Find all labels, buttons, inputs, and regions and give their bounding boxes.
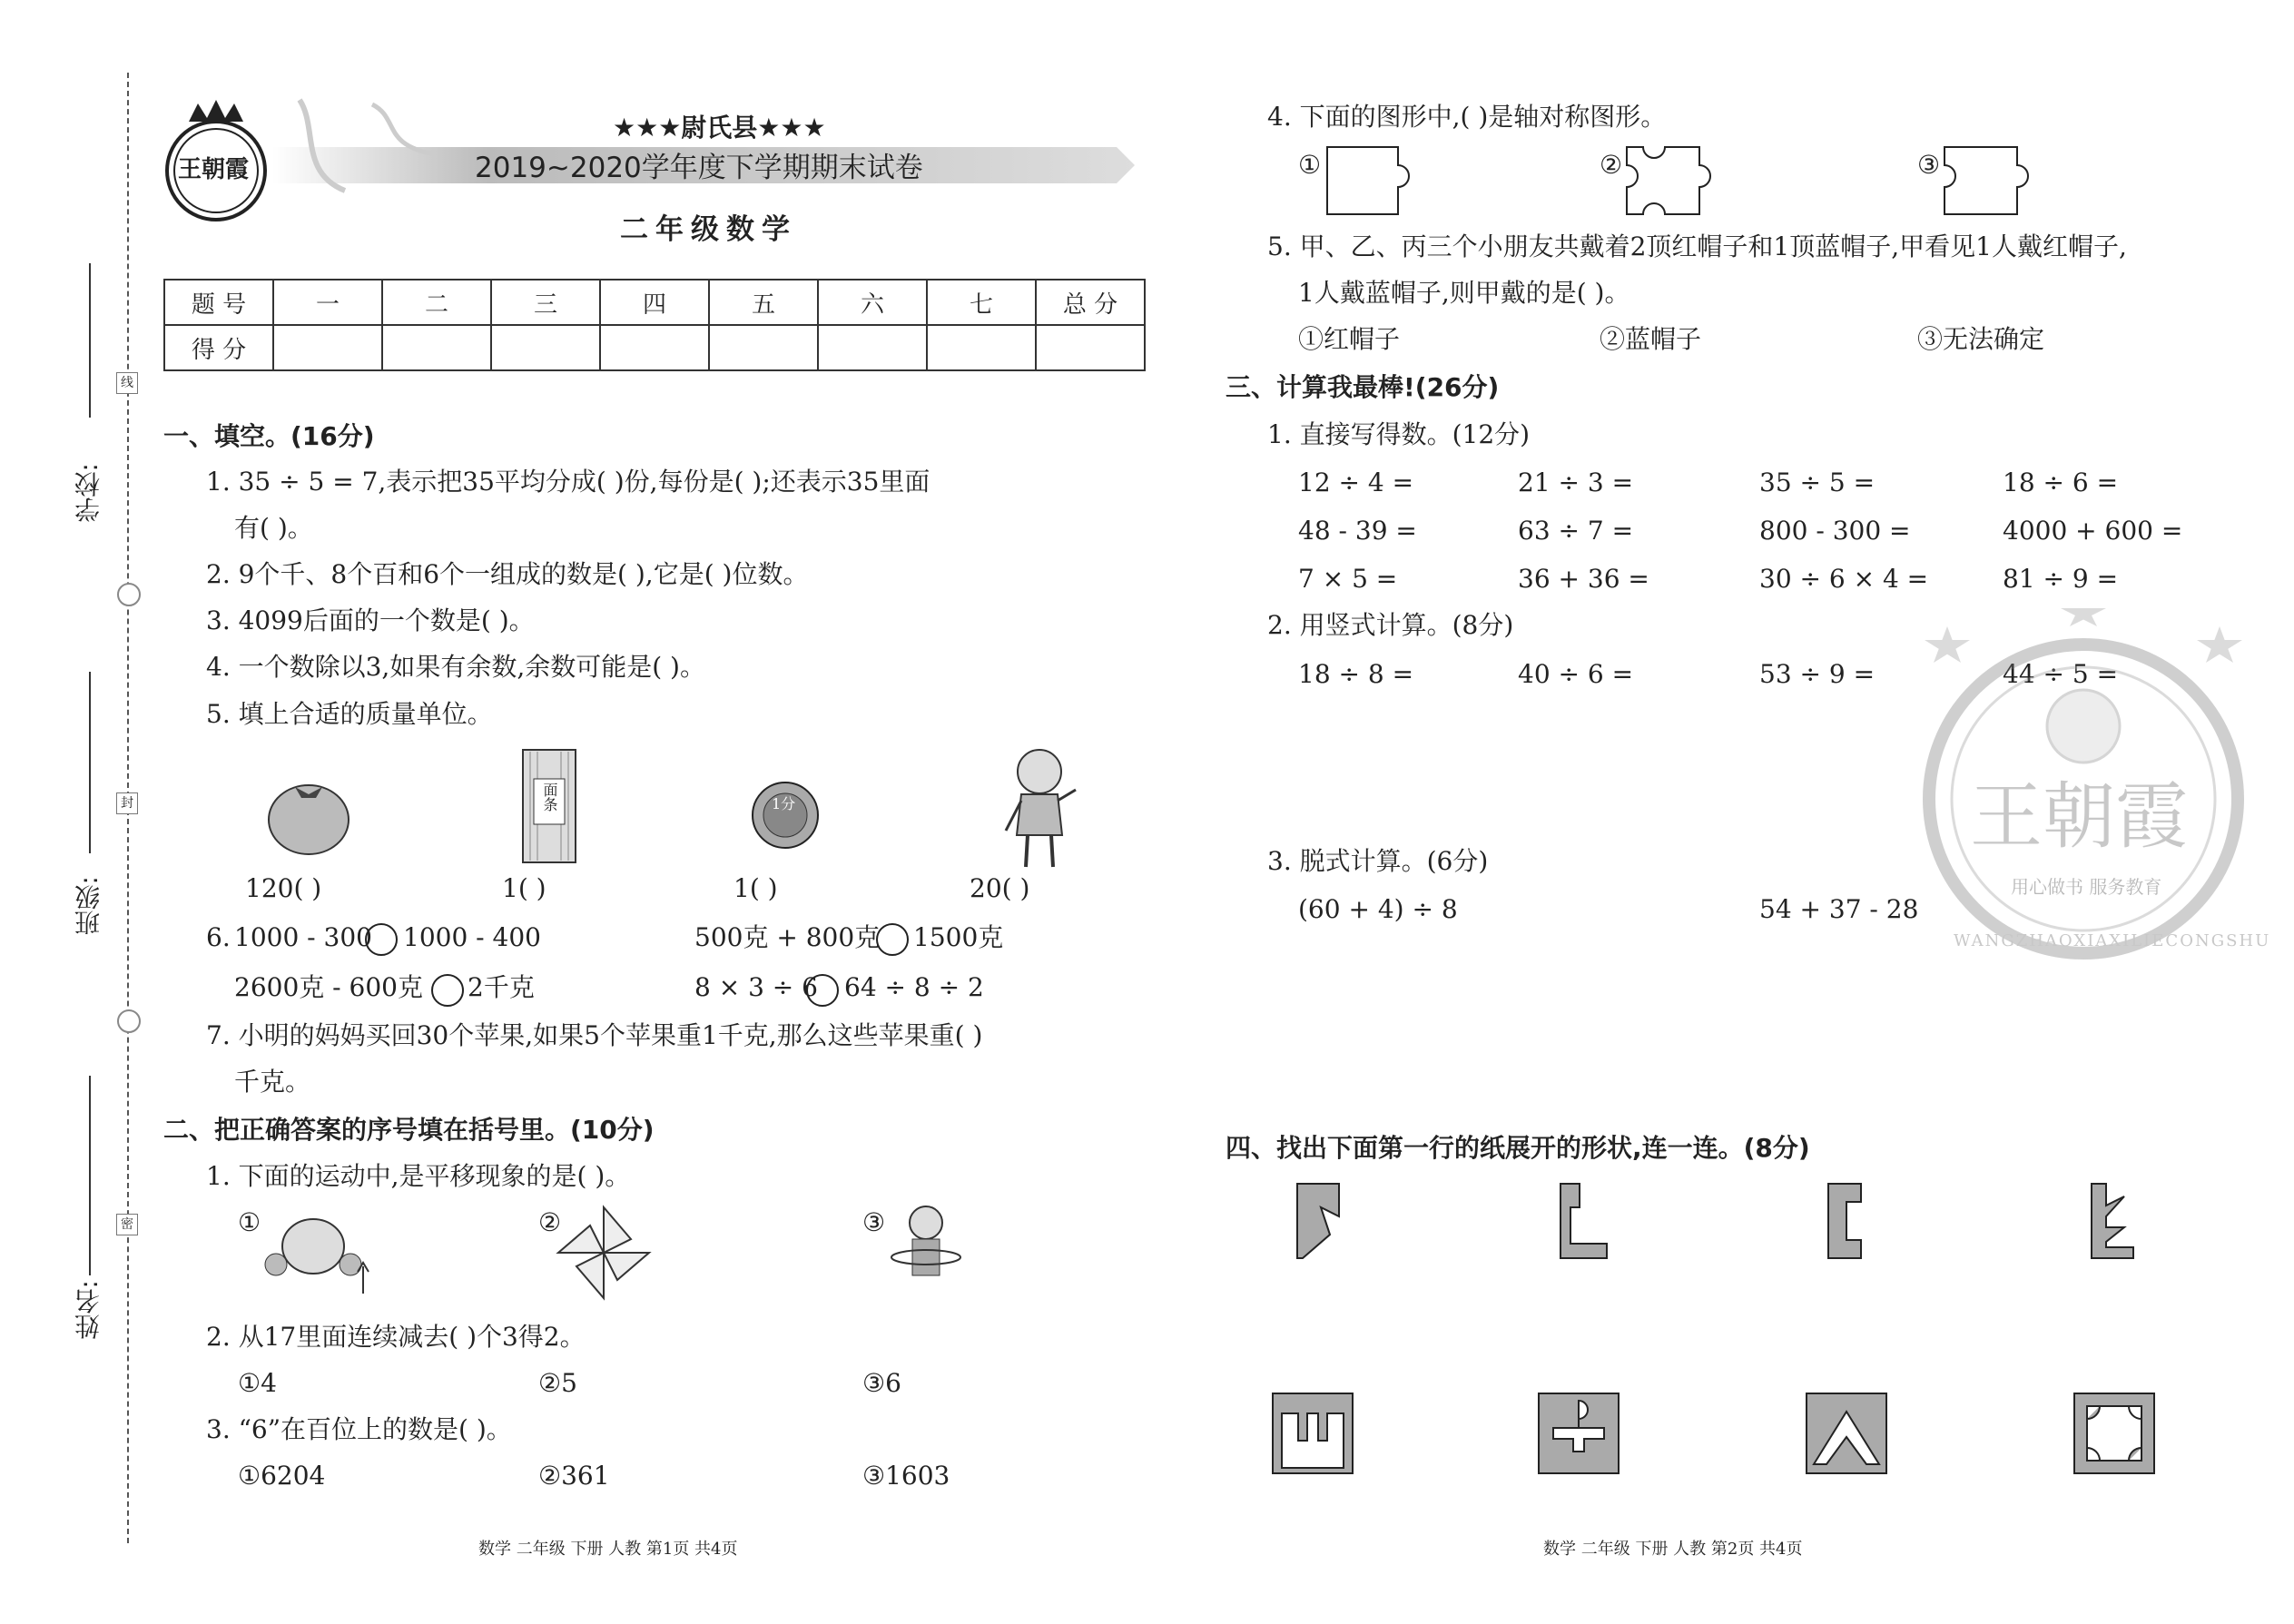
- s2-q1-opt3: ③: [862, 1207, 886, 1237]
- q6-right-3: 2千克: [468, 972, 535, 1002]
- footer-right: 数学 二年级 下册 人教 第2页 共4页: [1543, 1540, 1803, 1559]
- score-cell[interactable]: [709, 325, 818, 370]
- q6-left-1: 1000 - 300: [234, 922, 372, 952]
- q5-answer-noodle[interactable]: 1( ): [502, 873, 546, 903]
- direct-calc: 7 × 5 =: [1298, 564, 1398, 594]
- s2-q4: 4. 下面的图形中,( )是轴对称图形。: [1267, 102, 1667, 132]
- score-table-header-row: [164, 280, 1145, 325]
- s2-q1: 1. 下面的运动中,是平移现象的是( )。: [206, 1161, 631, 1191]
- direct-calc: 4000 + 600 =: [2003, 516, 2183, 546]
- s1-q7-line1: 7. 小明的妈妈买回30个苹果,如果5个苹果重1千克,那么这些苹果重( ): [206, 1020, 983, 1050]
- class-label: 班级:: [74, 876, 103, 936]
- section4-title: 四、找出下面第一行的纸展开的形状,连一连。(8分): [1226, 1133, 1810, 1163]
- folded-paper-1[interactable]: [1294, 1180, 1348, 1262]
- folded-paper-4[interactable]: [2088, 1180, 2142, 1262]
- score-cell[interactable]: [600, 325, 709, 370]
- child-hula-icon: [890, 1203, 962, 1294]
- s3-sub2: 2. 用竖式计算。(8分): [1267, 610, 1514, 640]
- seal-mark-seal: 封: [116, 792, 138, 814]
- score-header-cell: 七: [927, 280, 1036, 325]
- s2-q3-opt2: ②361: [538, 1461, 610, 1491]
- s2-q1-opt1: ①: [238, 1207, 261, 1237]
- s1-q2: 2. 9个千、8个百和6个一组成的数是( ),它是( )位数。: [206, 559, 809, 589]
- unfolded-shape-3[interactable]: [1805, 1392, 1888, 1475]
- s2-q2: 2. 从17里面连续减去( )个3得2。: [206, 1322, 586, 1352]
- q5-answer-girl[interactable]: 20( ): [970, 873, 1030, 903]
- s3-sub3: 3. 脱式计算。(6分): [1267, 846, 1489, 876]
- s2-q5-line2: 1人戴蓝帽子,则甲戴的是( )。: [1298, 278, 1630, 308]
- coin-label: 1分: [772, 795, 796, 812]
- county-title: ★★★尉氏县★★★: [613, 113, 826, 143]
- score-header-cell: 总 分: [1036, 280, 1145, 325]
- s2-q5-opt3: ③无法确定: [1917, 324, 2045, 354]
- stepwise-calc: (60 + 4) ÷ 8: [1298, 894, 1458, 924]
- direct-calc: 81 ÷ 9 =: [2003, 564, 2119, 594]
- s1-q1-line2: 有( )。: [234, 513, 313, 543]
- class-field[interactable]: [89, 672, 91, 853]
- s1-q5: 5. 填上合适的质量单位。: [206, 699, 493, 729]
- tomato-icon: [263, 767, 354, 858]
- vertical-calc: 53 ÷ 9 =: [1759, 659, 1876, 689]
- s2-q1-opt2: ②: [538, 1207, 562, 1237]
- footer-left: 数学 二年级 下册 人教 第1页 共4页: [478, 1540, 738, 1559]
- score-cell[interactable]: [818, 325, 927, 370]
- s1-q1-line1: 1. 35 ÷ 5 = 7,表示把35平均分成( )份,每份是( );还表示35里面: [206, 467, 930, 497]
- s2-q3-opt1: ①6204: [238, 1461, 326, 1491]
- direct-calc: 21 ÷ 3 =: [1518, 468, 1634, 497]
- vertical-calc: 18 ÷ 8 =: [1298, 659, 1414, 689]
- watermark-name: 王朝霞: [1970, 774, 2188, 859]
- q5-answer-tomato[interactable]: 120( ): [245, 873, 322, 903]
- vertical-calc: 44 ÷ 5 =: [2003, 659, 2119, 689]
- folded-paper-3[interactable]: [1825, 1180, 1879, 1262]
- score-header-cell: 六: [818, 280, 927, 325]
- direct-calc: 35 ÷ 5 =: [1759, 468, 1876, 497]
- score-table: [163, 279, 1146, 371]
- unfolded-shape-1[interactable]: [1271, 1392, 1354, 1475]
- score-cell[interactable]: [382, 325, 491, 370]
- compare-circle[interactable]: [876, 923, 909, 956]
- direct-calc: 800 - 300 =: [1759, 516, 1911, 546]
- pinwheel-icon: [554, 1203, 654, 1303]
- q6-right-2: 1500克: [913, 922, 1004, 952]
- section3-title: 三、计算我最棒!(26分): [1226, 372, 1500, 402]
- s2-q5-opt1: ①红帽子: [1298, 324, 1401, 354]
- name-label: 姓名:: [74, 1280, 103, 1340]
- score-header-cell: 五: [709, 280, 818, 325]
- vertical-calc: 40 ÷ 6 =: [1518, 659, 1634, 689]
- stepwise-calc: 54 + 37 - 28: [1759, 894, 1919, 924]
- noodle-label: 面条: [541, 782, 558, 812]
- direct-calc: 30 ÷ 6 × 4 =: [1759, 564, 1929, 594]
- s1-q4: 4. 一个数除以3,如果有余数,余数可能是( )。: [206, 652, 705, 682]
- exam-title: 2019~2020学年度下学期期末试卷: [475, 152, 923, 184]
- s2-q2-opt2: ②5: [538, 1368, 577, 1398]
- s2-q2-opt3: ③6: [862, 1368, 901, 1398]
- direct-calc: 36 + 36 =: [1518, 564, 1649, 594]
- puzzle-piece-shape-3: [1943, 145, 2043, 218]
- compare-circle[interactable]: [365, 923, 398, 956]
- s2-q4-opt1: ①: [1298, 150, 1322, 180]
- direct-calc: 18 ÷ 6 =: [2003, 468, 2119, 497]
- direct-calc: 12 ÷ 4 =: [1298, 468, 1414, 497]
- score-header-cell: 二: [382, 280, 491, 325]
- score-cell[interactable]: [1036, 325, 1145, 370]
- logo-text: 王朝霞: [178, 156, 250, 183]
- seal-mark-secret: 密: [116, 1214, 138, 1235]
- watermark-pinyin: WANGZHAOXIAXILIECONGSHU: [1954, 931, 2271, 950]
- school-label: 学校:: [74, 463, 103, 523]
- pig-toy-icon: [263, 1203, 372, 1298]
- score-table-score-row: [164, 325, 1145, 370]
- score-cell[interactable]: [491, 325, 600, 370]
- s3-sub1: 1. 直接写得数。(12分): [1267, 419, 1531, 449]
- s2-q3: 3. “6”在百位上的数是( )。: [206, 1414, 512, 1444]
- coin-icon: [749, 779, 822, 851]
- puzzle-piece-shape-1: [1325, 145, 1425, 218]
- s2-q2-opt1: ①4: [238, 1368, 277, 1398]
- s2-q5-opt2: ②蓝帽子: [1600, 324, 1702, 354]
- q6-left-2: 500克 + 800克: [694, 922, 881, 952]
- s2-q3-opt3: ③1603: [862, 1461, 950, 1491]
- score-header-cell: 四: [600, 280, 709, 325]
- binding-circle: [117, 583, 141, 606]
- name-field[interactable]: [89, 1076, 91, 1275]
- folded-paper-2[interactable]: [1557, 1180, 1611, 1262]
- score-cell[interactable]: [273, 325, 382, 370]
- direct-calc: 48 - 39 =: [1298, 516, 1417, 546]
- girl-icon: [999, 744, 1080, 871]
- direct-calc: 63 ÷ 7 =: [1518, 516, 1634, 546]
- section1-title: 一、填空。(16分): [163, 421, 375, 451]
- score-row-label: 得 分: [164, 325, 273, 370]
- puzzle-piece-shape-2: [1625, 145, 1725, 218]
- subject-title: 二年级数学: [620, 213, 797, 246]
- watermark-slogan: 用心做书 服务教育: [2011, 876, 2162, 898]
- school-field[interactable]: [89, 263, 91, 418]
- s1-q3: 3. 4099后面的一个数是( )。: [206, 605, 535, 635]
- q5-answer-coin[interactable]: 1( ): [733, 873, 778, 903]
- score-header-cell: 一: [273, 280, 382, 325]
- section2-title: 二、把正确答案的序号填在括号里。(10分): [163, 1115, 655, 1145]
- q6-left-3: 2600克 - 600克: [234, 972, 423, 1002]
- score-cell[interactable]: [927, 325, 1036, 370]
- s2-q4-opt2: ②: [1600, 150, 1623, 180]
- binding-circle: [117, 1009, 141, 1033]
- seal-mark-line: 线: [116, 372, 138, 394]
- unfolded-shape-4[interactable]: [2072, 1392, 2156, 1475]
- unfolded-shape-2[interactable]: [1537, 1392, 1620, 1475]
- compare-circle[interactable]: [431, 974, 464, 1007]
- s2-q4-opt3: ③: [1917, 150, 1941, 180]
- q6-right-4: 64 ÷ 8 ÷ 2: [844, 972, 984, 1002]
- q6-left-4: 8 × 3 ÷ 6: [694, 972, 818, 1002]
- compare-circle[interactable]: [806, 974, 839, 1007]
- s1-q6-label: 6.: [206, 922, 231, 952]
- score-header-cell: 三: [491, 280, 600, 325]
- s2-q5-line1: 5. 甲、乙、丙三个小朋友共戴着2顶红帽子和1顶蓝帽子,甲看见1人戴红帽子,: [1267, 231, 2127, 261]
- s1-q7-line2: 千克。: [234, 1067, 311, 1097]
- score-header-cell: 题 号: [164, 280, 273, 325]
- q6-right-1: 1000 - 400: [403, 922, 541, 952]
